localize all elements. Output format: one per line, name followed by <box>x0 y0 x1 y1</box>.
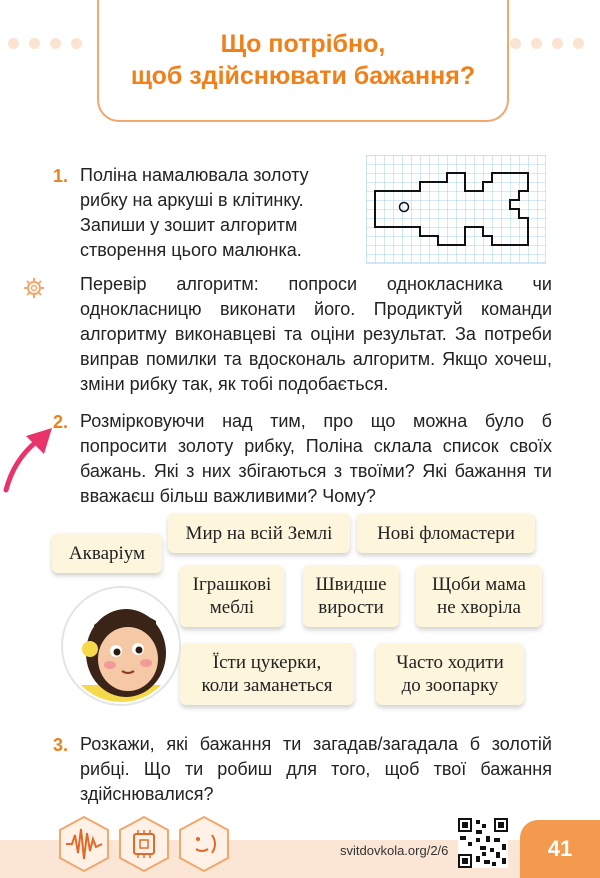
title-line-2: щоб здійснювати бажання? <box>130 62 476 90</box>
wish-line: коли заманеться <box>201 675 333 696</box>
wish-line: Часто ходити <box>396 652 504 673</box>
title-box <box>97 0 509 122</box>
sound-wave-icon <box>58 815 110 873</box>
footer-url[interactable]: svitdovkola.org/2/6 <box>340 843 449 858</box>
wish-line: вирости <box>318 597 384 618</box>
wish-line: Їсти цукерки, <box>212 652 322 673</box>
title-line-1: Що потрібно, <box>220 30 386 58</box>
wish-toy-furniture <box>180 565 284 627</box>
decor-dots-left <box>8 38 82 52</box>
wish-candy <box>180 643 354 705</box>
wish-peace: Мир на всій Землі <box>168 513 350 553</box>
wish-line: Іграшкові <box>192 574 272 595</box>
wish-line: Швидше <box>315 574 387 595</box>
fish-grid-drawing <box>366 155 546 265</box>
arrow-icon <box>0 420 60 495</box>
task3-number: 3. <box>53 735 69 755</box>
qr-code <box>458 818 508 868</box>
task2-number: 2. <box>53 412 69 432</box>
wish-mom <box>416 565 542 627</box>
task1-number: 1. <box>53 166 69 186</box>
face-icon <box>178 815 230 873</box>
wish-markers: Нові фломастери <box>357 513 535 553</box>
wish-zoo <box>376 643 524 705</box>
task3-text: Розкажи, які бажання ти загадав/загадала б золотій рибці. Що ти робиш для того, щоб твої бажання здійснювалися? <box>80 734 552 804</box>
wish-aquarium: Акваріум <box>52 533 162 573</box>
chip-icon <box>118 815 170 873</box>
task1-line: створення цього малюнка. <box>80 240 302 260</box>
task1-line: Поліна намалювала золоту <box>80 165 309 185</box>
task1-line: рибку на аркуші в клітинку. <box>80 190 304 210</box>
girl-avatar <box>60 585 182 707</box>
page-number: 41 <box>520 820 600 878</box>
wish-line: не хворіла <box>437 597 521 618</box>
wish-line: меблі <box>209 597 255 618</box>
wish-line: Щоби мама <box>432 574 526 595</box>
task1-paragraph: Перевір алгоритм: попроси однокласника чи однокласницю виконати його. Продиктуй команди алгоритму виконавцеві та оціни результат. За потреби виправ помилки та вдоскональ алгоритм. Якщо хочеш, зміни рибку так, як тобі подобається. <box>80 274 552 394</box>
wish-line: до зоопарку <box>401 675 499 696</box>
wish-grow <box>303 565 399 627</box>
task1-line: Запиши у зошит алгоритм <box>80 215 298 235</box>
task2-text: Розмірковуючи над тим, про що можна було б попросити золоту рибку, Поліна склала список своїх бажань. Які з них збігаються з твоїми? Які бажання ти вважаєш більш важливими? Чому? <box>80 411 552 506</box>
gear-icon <box>22 276 46 300</box>
task1-text <box>80 163 309 263</box>
decor-dots-right <box>510 38 584 52</box>
